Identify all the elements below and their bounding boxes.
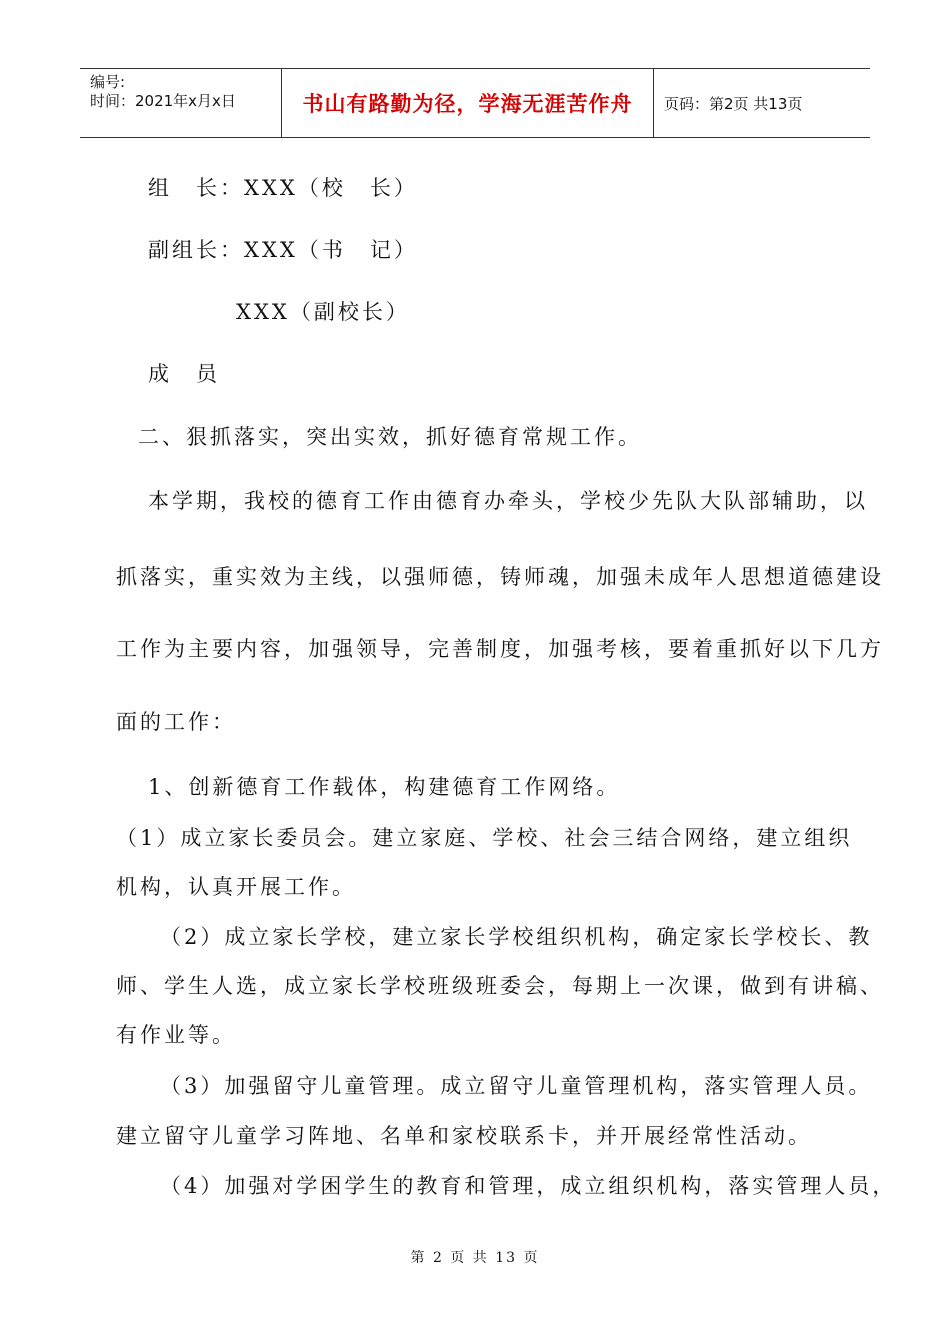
paragraph-line: 建立留守儿童学习阵地、名单和家校联系卡，并开展经常性活动。 — [116, 1124, 812, 1148]
paragraph-line: 抓落实，重实效为主线，以强师德，铸师魂，加强未成年人思想道德建设 — [116, 565, 884, 589]
header-meta — [80, 69, 282, 137]
paragraph-line: 有作业等。 — [116, 1023, 236, 1047]
leader-line: 组 长：XXX（校 长） — [148, 176, 418, 200]
deputy-leader-line: 副组长：XXX（书 记） — [148, 238, 418, 262]
page-header — [80, 68, 870, 138]
paragraph-line: （4）加强对学困学生的教育和管理，成立组织机构，落实管理人员， — [160, 1174, 897, 1198]
paragraph-line: 本学期，我校的德育工作由德育办牵头，学校少先队大队部辅助，以 — [148, 489, 868, 513]
subsection-heading: 1、创新德育工作载体，构建德育工作网络。 — [148, 775, 621, 799]
deputy-principal-line: XXX（副校长） — [236, 300, 410, 324]
section-heading: 二、狠抓落实，突出实效，抓好德育常规工作。 — [138, 425, 642, 449]
header-motto: 书山有路勤为径，学海无涯苦作舟 — [282, 69, 654, 137]
document-number-label: 编号: — [90, 73, 126, 91]
header-page-info: 页码：第2页 共13页 — [664, 94, 803, 113]
paragraph-line: 面的工作： — [116, 710, 236, 734]
paragraph-line: （3）加强留守儿童管理。成立留守儿童管理机构，落实管理人员。 — [160, 1074, 873, 1098]
members-line: 成 员 — [148, 362, 220, 386]
paragraph-line: 师、学生人选，成立家长学校班级班委会，每期上一次课，做到有讲稿、 — [116, 974, 884, 998]
paragraph-line: （2）成立家长学校，建立家长学校组织机构，确定家长学校长、教 — [160, 925, 873, 949]
paragraph-line: （1）成立家长委员会。建立家庭、学校、社会三结合网络，建立组织 — [116, 826, 853, 850]
paragraph-line: 机构，认真开展工作。 — [116, 875, 356, 899]
page-footer: 第 2 页 共 13 页 — [410, 1250, 540, 1266]
paragraph-line: 工作为主要内容，加强领导，完善制度，加强考核，要着重抓好以下几方 — [116, 637, 884, 661]
document-date: 时间：2021年x月x日 — [90, 92, 236, 110]
